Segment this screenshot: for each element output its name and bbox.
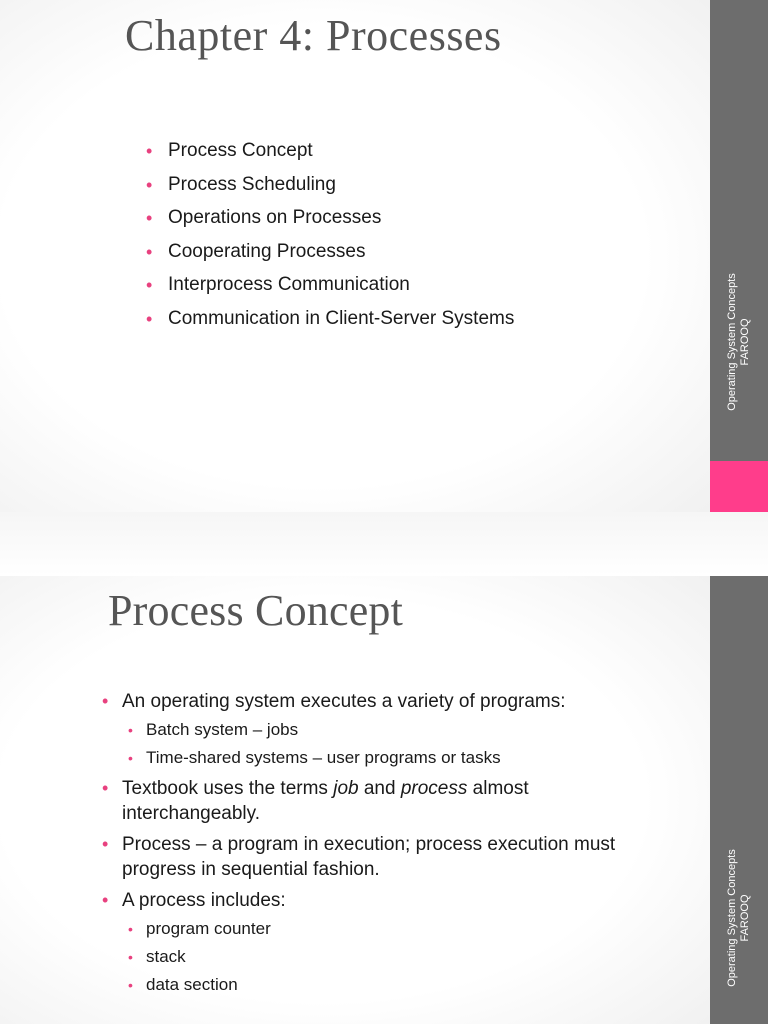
bullet-process-concept: • Process Concept [168, 138, 514, 172]
sidebar-course-name: Operating System Concepts [726, 849, 738, 987]
bullet-os-executes-programs [122, 689, 642, 770]
bullet-cooperating-processes: • Cooperating Processes [168, 239, 514, 273]
bullet-text: almost interchangeably. [122, 778, 529, 824]
slide-2-title: Process Concept [108, 586, 404, 635]
sub-bullet-time-shared: • Time-shared systems – user programs or tasks [146, 746, 642, 770]
bullet-operations-on-processes: • Operations on Processes [168, 205, 514, 239]
bullet-process-includes [122, 888, 642, 997]
bullet-text: Textbook uses the terms [122, 778, 334, 799]
bullet-text: An operating system executes a variety of programs: [122, 691, 566, 712]
sub-bullet-stack: • stack [146, 945, 642, 969]
sidebar-caption [726, 849, 752, 987]
bullet-job-and-process [122, 776, 642, 826]
slide-2-sidebar [710, 576, 768, 1024]
emphasis-process: process [400, 778, 468, 799]
sidebar-author: FAROOQ [739, 318, 751, 366]
sidebar-course-name: Operating System Concepts [726, 273, 738, 411]
sub-bullet-program-counter: • program counter [146, 917, 642, 941]
sidebar-author: FAROOQ [739, 894, 751, 942]
bullet-text: and [358, 778, 401, 799]
bullet-text: A process includes: [122, 890, 286, 911]
bullet-interprocess-communication: • Interprocess Communication [168, 272, 514, 306]
emphasis-job: job [333, 778, 359, 799]
bullet-process-definition: • Process – a program in execution; process execution must progress in sequential fashion. [122, 832, 642, 882]
bullet-client-server-communication: • Communication in Client-Server Systems [168, 306, 514, 340]
slide-1-title: Chapter 4: Processes [125, 11, 502, 60]
sidebar-accent-block [710, 461, 768, 512]
sub-bullet-list [146, 917, 642, 997]
sidebar-caption [726, 273, 752, 411]
slide-1-sidebar [710, 0, 768, 512]
sub-bullet-batch: • Batch system – jobs [146, 718, 642, 742]
slide-1-bullet-list [168, 138, 514, 340]
bullet-process-scheduling: • Process Scheduling [168, 172, 514, 206]
sub-bullet-list [146, 718, 642, 770]
slide-gap [0, 512, 768, 576]
slide-2-bullet-list [122, 689, 642, 1003]
sub-bullet-data-section: • data section [146, 973, 642, 997]
